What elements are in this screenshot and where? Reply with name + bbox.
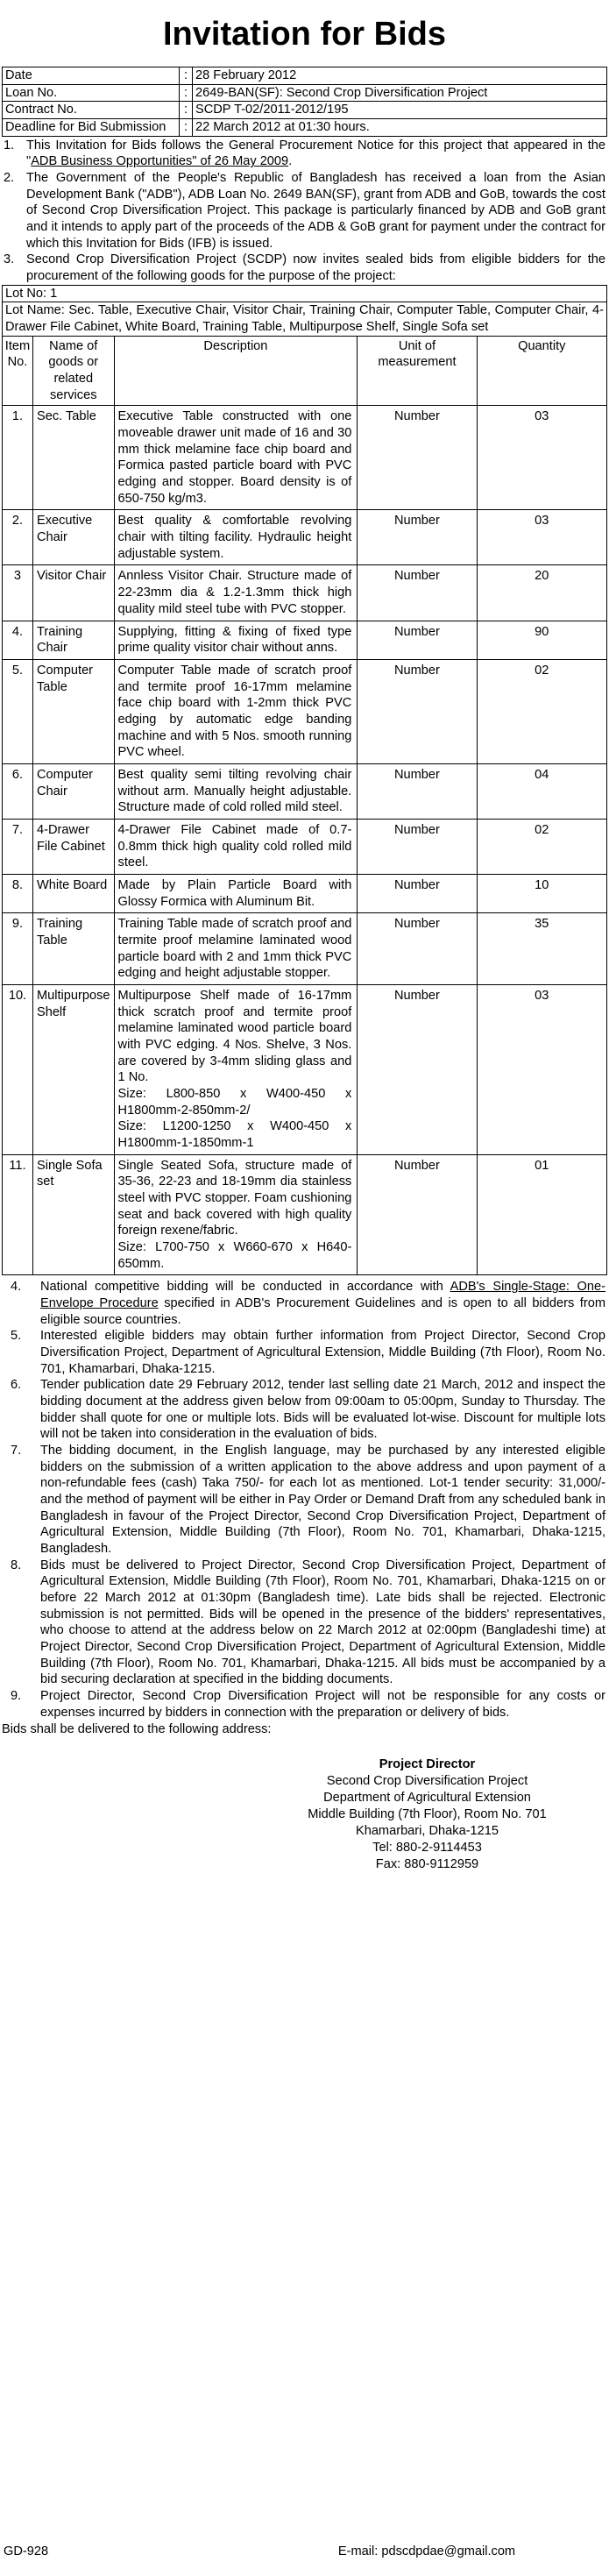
item-unit: Number	[358, 819, 477, 874]
meta-colon: :	[180, 67, 193, 85]
meta-key: Contract No.	[3, 102, 180, 119]
item-description	[114, 621, 358, 659]
address-line: Khamarbari, Dhaka-1215	[355, 1824, 499, 1839]
item-name: Visitor Chair	[32, 565, 114, 621]
item-description	[114, 984, 358, 1154]
clause-text-a: The Government of the People's Republic of Bangladesh has received a loan from the Asian Development Bank ("ADB"), ADB Loan No. 2649 BAN(SF), grant from ADB and GoB, towards the cost of Second Crop Diversification Project. This package is particularly financed by ADB and GoB grant and it intends to apply part of the proceeds of the ADB & GoB grant for payment under the contract for which this Invitation for Bids (IFB) is issued.	[26, 171, 605, 251]
clause-text-a: This Invitation for Bids follows the General Procurement Notice for this project that appeared in the "	[26, 138, 605, 169]
item-number: 7.	[3, 819, 33, 874]
clause-text-a: Second Crop Diversification Project (SCDP) now invites sealed bids from eligible bidders for the procurement of the following goods for the purpose of the project:	[26, 252, 605, 284]
item-description-line: Best quality semi tilting revolving chair without arm. Manually height adjustable. Structure made of cold rolled mild steel.	[117, 767, 352, 815]
clause-text	[40, 1377, 607, 1443]
item-quantity: 20	[477, 565, 606, 621]
item-description	[114, 913, 358, 985]
item-unit: Number	[358, 1154, 477, 1275]
clause-text	[40, 1328, 607, 1377]
item-description	[114, 659, 358, 763]
item-unit: Number	[358, 406, 477, 510]
item-quantity: 03	[477, 984, 606, 1154]
item-description	[114, 763, 358, 819]
meta-colon: :	[180, 84, 193, 102]
delivery-line: Bids shall be delivered to the following address:	[2, 1721, 272, 1736]
clause-text-b: specified in ADB's Procurement Guidelines and is open to all bidders from eligible source countries.	[40, 1296, 605, 1327]
lot-number: Lot No: 1	[2, 285, 607, 303]
item-description	[114, 510, 358, 565]
item-description-line: Computer Table made of scratch proof and termite proof 16-17mm melamine face chip board with 1-2mm thick PVC edging by automatic edge banding machine and with 5 Nos. smooth running PVC wheel.	[117, 663, 352, 760]
clause-link-text: ADB Business Opportunities" of 26 May 2009	[31, 154, 289, 169]
item-quantity: 10	[477, 874, 606, 912]
clause-text-a: Tender publication date 29 February 2012, tender last selling date 21 March, 2012 and inspect the bidding document at the address given below from 09:00am to 05:00pm, Sunday to Thursday. The bidder shall quote for one or multiple lots. Bids will be evaluated lot-wise. Discount for multiple lots will not be taken into consideration in the evaluation of bids.	[40, 1378, 605, 1442]
clause-text	[40, 1279, 607, 1328]
meta-key: Deadline for Bid Submission	[3, 119, 180, 137]
table-row	[3, 510, 607, 565]
item-name: Training Chair	[32, 621, 114, 659]
clause-number: 4.	[11, 1280, 22, 1295]
item-description-line: Made by Plain Particle Board with Glossy Formica with Aluminum Bit.	[117, 877, 352, 909]
clause-item	[2, 1328, 607, 1377]
item-quantity: 03	[477, 406, 606, 510]
address-heading: Project Director	[379, 1757, 476, 1772]
item-name: Computer Chair	[32, 763, 114, 819]
item-unit: Number	[358, 763, 477, 819]
clause-number: 5.	[11, 1329, 22, 1344]
meta-key: Date	[3, 67, 180, 85]
clause-item	[2, 252, 607, 284]
item-description-line: Training Table made of scratch proof and termite proof melamine laminated wood particle board with 2 and 1mm thick PVC edging and height adjustable stopper.	[117, 917, 352, 981]
meta-row	[3, 102, 607, 119]
goods-table	[2, 336, 607, 1276]
col-goods-name: Name of goods or related services	[32, 336, 114, 406]
clause-number: 1.	[4, 138, 15, 153]
item-quantity: 90	[477, 621, 606, 659]
clause-item	[2, 1688, 607, 1721]
item-unit: Number	[358, 510, 477, 565]
meta-row	[3, 119, 607, 137]
clause-item	[2, 1443, 607, 1558]
item-description-line: Annless Visitor Chair. Structure made of 22-23mm dia & 1.2-1.3mm thick high quality mild steel tube with PVC stopper.	[117, 569, 352, 616]
item-description-line: 4-Drawer File Cabinet made of 0.7-0.8mm thick high quality cold rolled mild steel.	[117, 822, 352, 870]
clause-item	[2, 1377, 607, 1443]
clause-text-a: Project Director, Second Crop Diversification Project will not be responsible for any costs or expenses incurred by bidders in connection with the preparation or delivery of bids.	[40, 1689, 605, 1720]
table-row	[3, 1154, 607, 1275]
meta-value: 2649-BAN(SF): Second Crop Diversification Project	[193, 84, 607, 102]
address-email: E-mail: pdscdpdae@gmail.com	[337, 2544, 516, 2558]
item-name: Multipurpose Shelf	[32, 984, 114, 1154]
item-unit: Number	[358, 565, 477, 621]
item-unit: Number	[358, 984, 477, 1154]
meta-row	[3, 67, 607, 85]
item-quantity: 02	[477, 819, 606, 874]
item-description	[114, 819, 358, 874]
item-name: 4-Drawer File Cabinet	[32, 819, 114, 874]
clause-text	[26, 170, 607, 252]
item-number: 9.	[3, 913, 33, 985]
table-row	[3, 659, 607, 763]
item-description-line: Executive Table constructed with one moveable drawer unit made of 16 and 30 mm thick melamine face chip board and Formica pasted particle board with PVC edging and stopper. Board density is of 650-750 kg/m3.	[117, 409, 352, 506]
address-line: Tel: 880-2-9114453	[372, 1841, 482, 1856]
lot-name: Lot Name: Sec. Table, Executive Chair, Visitor Chair, Training Chair, Computer Table, Computer Chair, 4-Drawer File Cabinet, White Board, Training Table, Multipurpose Shelf, Single Sofa set	[2, 302, 607, 336]
table-row	[3, 406, 607, 510]
item-quantity: 02	[477, 659, 606, 763]
item-number: 2.	[3, 510, 33, 565]
item-number: 1.	[3, 406, 33, 510]
goods-table-header	[3, 336, 607, 406]
clause-item	[2, 1558, 607, 1688]
item-unit: Number	[358, 659, 477, 763]
clause-text-a: Bids must be delivered to Project Director, Second Crop Diversification Project, Department of Agricultural Extension, Middle Building (7th Floor), Room No. 701, Khamarbari, Dhaka-1215 on or before 22 March 2012 at 01:30pm (Bangladesh time). Late bids shall be rejected. Electronic submission is not permitted. Bids will be opened in the presence of the bidders' representatives, who choose to attend at the address below on 22 March 2012 at 02:00pm (Bangladeshi time) at Project Director, Second Crop Diversification Project, Department of Agricultural Extension, Middle Building (7th Floor), Room No. 701, Khamarbari, Dhaka-1215. All bids must be accompanied by a bid securing declaration at specified in the bidding documents.	[40, 1558, 605, 1687]
item-name: White Board	[32, 874, 114, 912]
clause-item	[2, 138, 607, 170]
item-description-line: Supplying, fitting & fixing of fixed type prime quality visitor chair without anns.	[117, 624, 352, 656]
table-row	[3, 819, 607, 874]
clause-text	[40, 1443, 607, 1558]
item-description-line: Multipurpose Shelf made of 16-17mm thick scratch proof and termite proof melamine laminated wood particle board with PVC edging. 4 Nos. Shelve, 3 Nos. are covered by 3-4mm sliding glass and 1 No.	[117, 988, 352, 1085]
item-unit: Number	[358, 621, 477, 659]
clause-number: 2.	[4, 171, 15, 186]
item-description	[114, 565, 358, 621]
table-row	[3, 565, 607, 621]
address-line: Department of Agricultural Extension	[323, 1791, 531, 1806]
address-line: Second Crop Diversification Project	[326, 1774, 528, 1789]
item-quantity: 03	[477, 510, 606, 565]
clause-number: 8.	[11, 1558, 22, 1572]
item-description-line: Size: L700-750 x W660-670 x H640-650mm.	[117, 1240, 352, 1271]
table-row	[3, 984, 607, 1154]
meta-key: Loan No.	[3, 84, 180, 102]
clause-link-text: ADB's Single-Stage: One-Envelope Procedure	[40, 1280, 605, 1311]
meta-value: 28 February 2012	[193, 67, 607, 85]
clause-text	[40, 1558, 607, 1688]
address-line: Fax: 880-9112959	[375, 1856, 479, 1871]
item-quantity: 35	[477, 913, 606, 985]
clause-text	[40, 1688, 607, 1721]
item-number: 11.	[3, 1154, 33, 1275]
meta-value: SCDP T-02/2011-2012/195	[193, 102, 607, 119]
clause-text-b: .	[288, 154, 293, 169]
item-name: Computer Table	[32, 659, 114, 763]
item-description	[114, 1154, 358, 1275]
item-description-line: Best quality & comfortable revolving chair with tilting facility. Hydraulic height adjustable system.	[117, 514, 352, 561]
clause-text	[26, 138, 607, 170]
item-number: 10.	[3, 984, 33, 1154]
item-unit: Number	[358, 913, 477, 985]
item-quantity: 04	[477, 763, 606, 819]
reference-code: GD-928	[4, 2544, 49, 2558]
meta-row	[3, 84, 607, 102]
item-description-line: Single Seated Sofa, structure made of 35-36, 22-23 and 18-19mm dia stainless steel with PVC stopper. Foam cushioning seat and back covered with high quality foreign rexene/fabric.	[117, 1158, 352, 1238]
item-name: Training Table	[32, 913, 114, 985]
clause-item	[2, 1279, 607, 1328]
intro-clauses	[2, 138, 607, 285]
item-name: Single Sofa set	[32, 1154, 114, 1275]
clause-item	[2, 170, 607, 252]
clause-text-a: National competitive bidding will be conducted in accordance with	[40, 1280, 450, 1295]
item-number: 6.	[3, 763, 33, 819]
clause-number: 3.	[4, 252, 15, 267]
item-description-line: Size: L1200-1250 x W400-450 x H1800mm-1-1850mm-1	[117, 1119, 352, 1150]
item-description	[114, 406, 358, 510]
bidding-clauses	[2, 1279, 607, 1721]
item-name: Sec. Table	[32, 406, 114, 510]
meta-value: 22 March 2012 at 01:30 hours.	[193, 119, 607, 137]
table-row	[3, 874, 607, 912]
meta-table	[2, 67, 607, 137]
meta-colon: :	[180, 119, 193, 137]
item-number: 3	[3, 565, 33, 621]
table-row	[3, 763, 607, 819]
clause-text-a: Interested eligible bidders may obtain further information from Project Director, Second Crop Diversification Project, Department of Agricultural Extension, Middle Building (7th Floor), Room No. 701, Khamarbari, Dhaka-1215.	[40, 1329, 605, 1376]
item-number: 5.	[3, 659, 33, 763]
delivery-address	[247, 1756, 607, 1873]
item-quantity: 01	[477, 1154, 606, 1275]
clause-text	[26, 252, 607, 284]
col-unit: Unit of measurement	[358, 336, 477, 406]
clause-number: 7.	[11, 1444, 22, 1458]
table-row	[3, 913, 607, 985]
clause-number: 9.	[11, 1689, 22, 1704]
col-description: Description	[114, 336, 358, 406]
table-row	[3, 621, 607, 659]
clause-text-a: The bidding document, in the English language, may be purchased by any interested eligible bidders on the submission of a written application to the above address and upon payment of a non-refundable fees (cash) Taka 750/- for each lot as mentioned. Lot-1 tender security: 31,000/- and the method of payment will be either in Pay Order or Demand Draft from any scheduled bank in Bangladesh in favour of the Project Director, Second Crop Diversification Project, Department of Agricultural Extension, Middle Building (7th Floor), Room No. 701, Khamarbari, Dhaka-1215, Bangladesh.	[40, 1444, 605, 1557]
col-item-no: Item No.	[3, 336, 33, 406]
item-description	[114, 874, 358, 912]
item-number: 8.	[3, 874, 33, 912]
address-line: Middle Building (7th Floor), Room No. 701	[308, 1807, 547, 1822]
item-unit: Number	[358, 874, 477, 912]
col-quantity: Quantity	[477, 336, 606, 406]
page-title: Invitation for Bids	[163, 16, 446, 53]
item-description-line: Size: L800-850 x W400-450 x H1800mm-2-850mm-2/	[117, 1086, 352, 1118]
clause-number: 6.	[11, 1378, 22, 1393]
meta-colon: :	[180, 102, 193, 119]
item-name: Executive Chair	[32, 510, 114, 565]
item-number: 4.	[3, 621, 33, 659]
